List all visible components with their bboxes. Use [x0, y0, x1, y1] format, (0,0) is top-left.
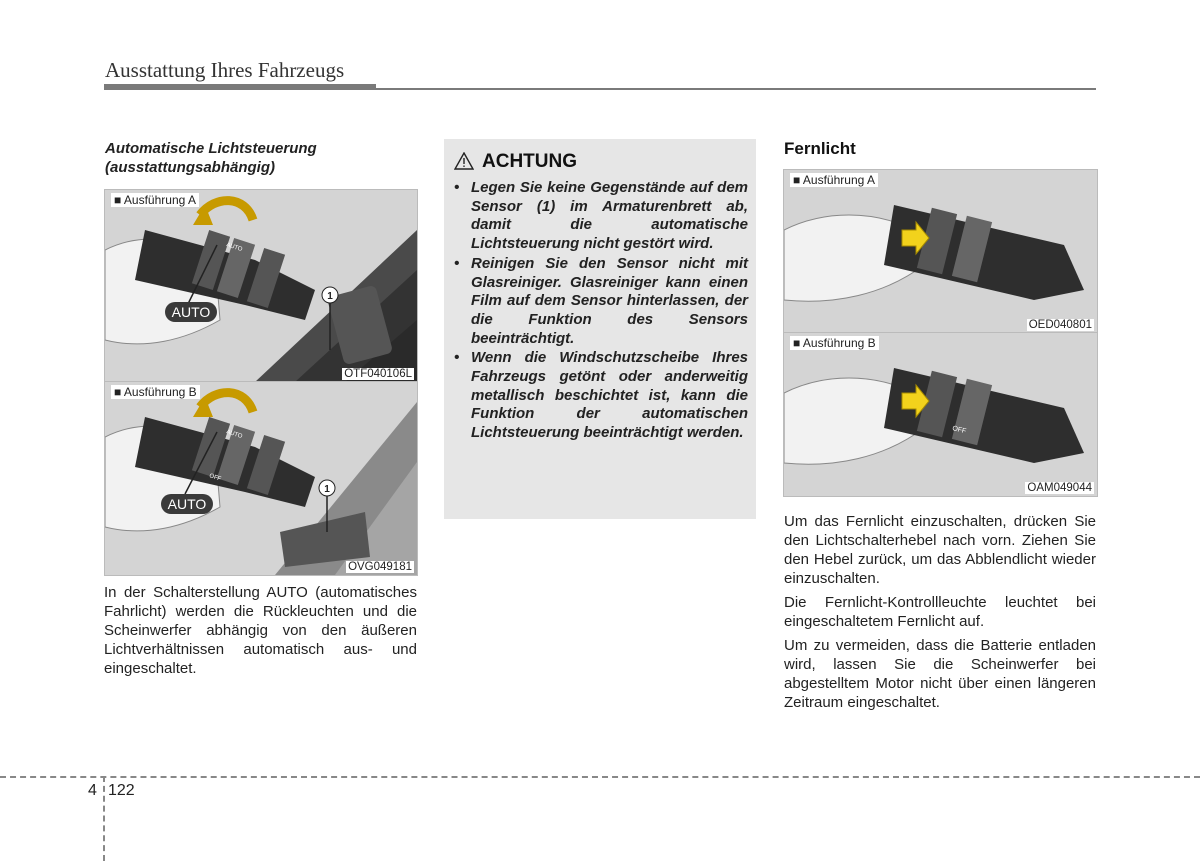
figure-code: OED040801 [1028, 319, 1092, 331]
sensor-callout: 1 [324, 484, 330, 495]
paragraph: Die Fernlicht-Kontrollleuchte leuchtet bei eingeschaltetem Fernlicht auf. [784, 594, 1096, 630]
list-item: • Wenn die Windschutzscheibe Ihres Fahrzeugs getönt oder anderweitig metallisch beschichtet ist, kann die Funktion der automatischen Lichtsteuerung beeinträchtigt werden. [454, 349, 748, 442]
figure-high-beam-version-b [783, 332, 1098, 497]
figure-auto-version-a [104, 189, 418, 383]
list-item: • Reinigen Sie den Sensor nicht mit Glasreiniger. Glasreiniger kann einen Film auf dem Sensor hinterlassen, der die Funktion des Sensors beeinträchtigt. [454, 254, 748, 347]
light-switch-illustration [105, 382, 417, 575]
auto-badge: AUTO [167, 496, 207, 512]
figure-code: OTF040106L [344, 368, 412, 380]
warning-title: ACHTUNG [482, 151, 577, 172]
figure-auto-version-b [104, 381, 418, 576]
figure-code: OVG049181 [348, 561, 412, 573]
light-switch-illustration [105, 190, 417, 382]
figure-label: ■ Ausführung B [111, 385, 200, 399]
high-beam-illustration [784, 333, 1097, 496]
section-heading-auto-light [105, 139, 425, 177]
page-number [88, 782, 135, 800]
list-item: • Legen Sie keine Gegenstände auf dem Sensor (1) im Armaturenbrett ab, damit die automatische Lichtsteuerung nicht gestört wird. [454, 179, 748, 253]
header-rule-thin [376, 88, 1096, 90]
figure-code: OAM049044 [1027, 482, 1092, 494]
paragraph: Um zu vermeiden, dass die Batterie entladen wird, lassen Sie die Scheinwerfer bei abgestelltem Motor nicht über einen längeren Zeitraum eingeschaltet. [784, 637, 1096, 711]
header-rule [104, 84, 376, 90]
figure-label: ■ Ausführung A [790, 173, 878, 187]
page-header-title: Ausstattung Ihres Fahrzeugs [105, 58, 345, 82]
heading-line-2: (ausstattungsabhängig) [105, 159, 276, 176]
lever-off-text: OFF [951, 425, 967, 436]
paragraph-text: In der Schalterstellung AUTO (automatisches Fahrlicht) werden die Rückleuchten und die Scheinwerfer abhängig von den äußeren Lichtverhältnissen automatisch aus- und eingeschaltet. [104, 584, 417, 677]
warning-heading [454, 151, 577, 176]
heading-line-1: Automatische Lichtsteuerung [105, 140, 317, 157]
warning-list [454, 179, 748, 444]
chapter-number: 4 [88, 782, 97, 799]
warning-triangle-icon [454, 152, 474, 176]
warning-box [444, 139, 756, 519]
lever-off-text: OFF [208, 473, 222, 483]
figure-high-beam-version-a [783, 169, 1098, 334]
paragraph: Um das Fernlicht einzuschalten, drücken Sie den Lichtschalterhebel nach vorn. Ziehen Sie den Hebel zurück, um das Abblendlicht wieder einzuschalten. [784, 513, 1096, 587]
lever-auto-text: AUTO [225, 429, 243, 441]
figure-label: ■ Ausführung B [790, 336, 879, 350]
footer-rule [0, 776, 1200, 778]
high-beam-text [784, 512, 1096, 717]
high-beam-illustration [784, 170, 1097, 333]
lever-auto-text: AUTO [225, 242, 243, 254]
figure-label: ■ Ausführung A [111, 193, 199, 207]
section-heading-high-beam: Fernlicht [784, 139, 856, 158]
auto-badge: AUTO [171, 304, 211, 320]
paragraph-auto-light [104, 583, 417, 683]
page-number-value: 122 [108, 782, 135, 799]
sensor-callout: 1 [327, 291, 333, 302]
